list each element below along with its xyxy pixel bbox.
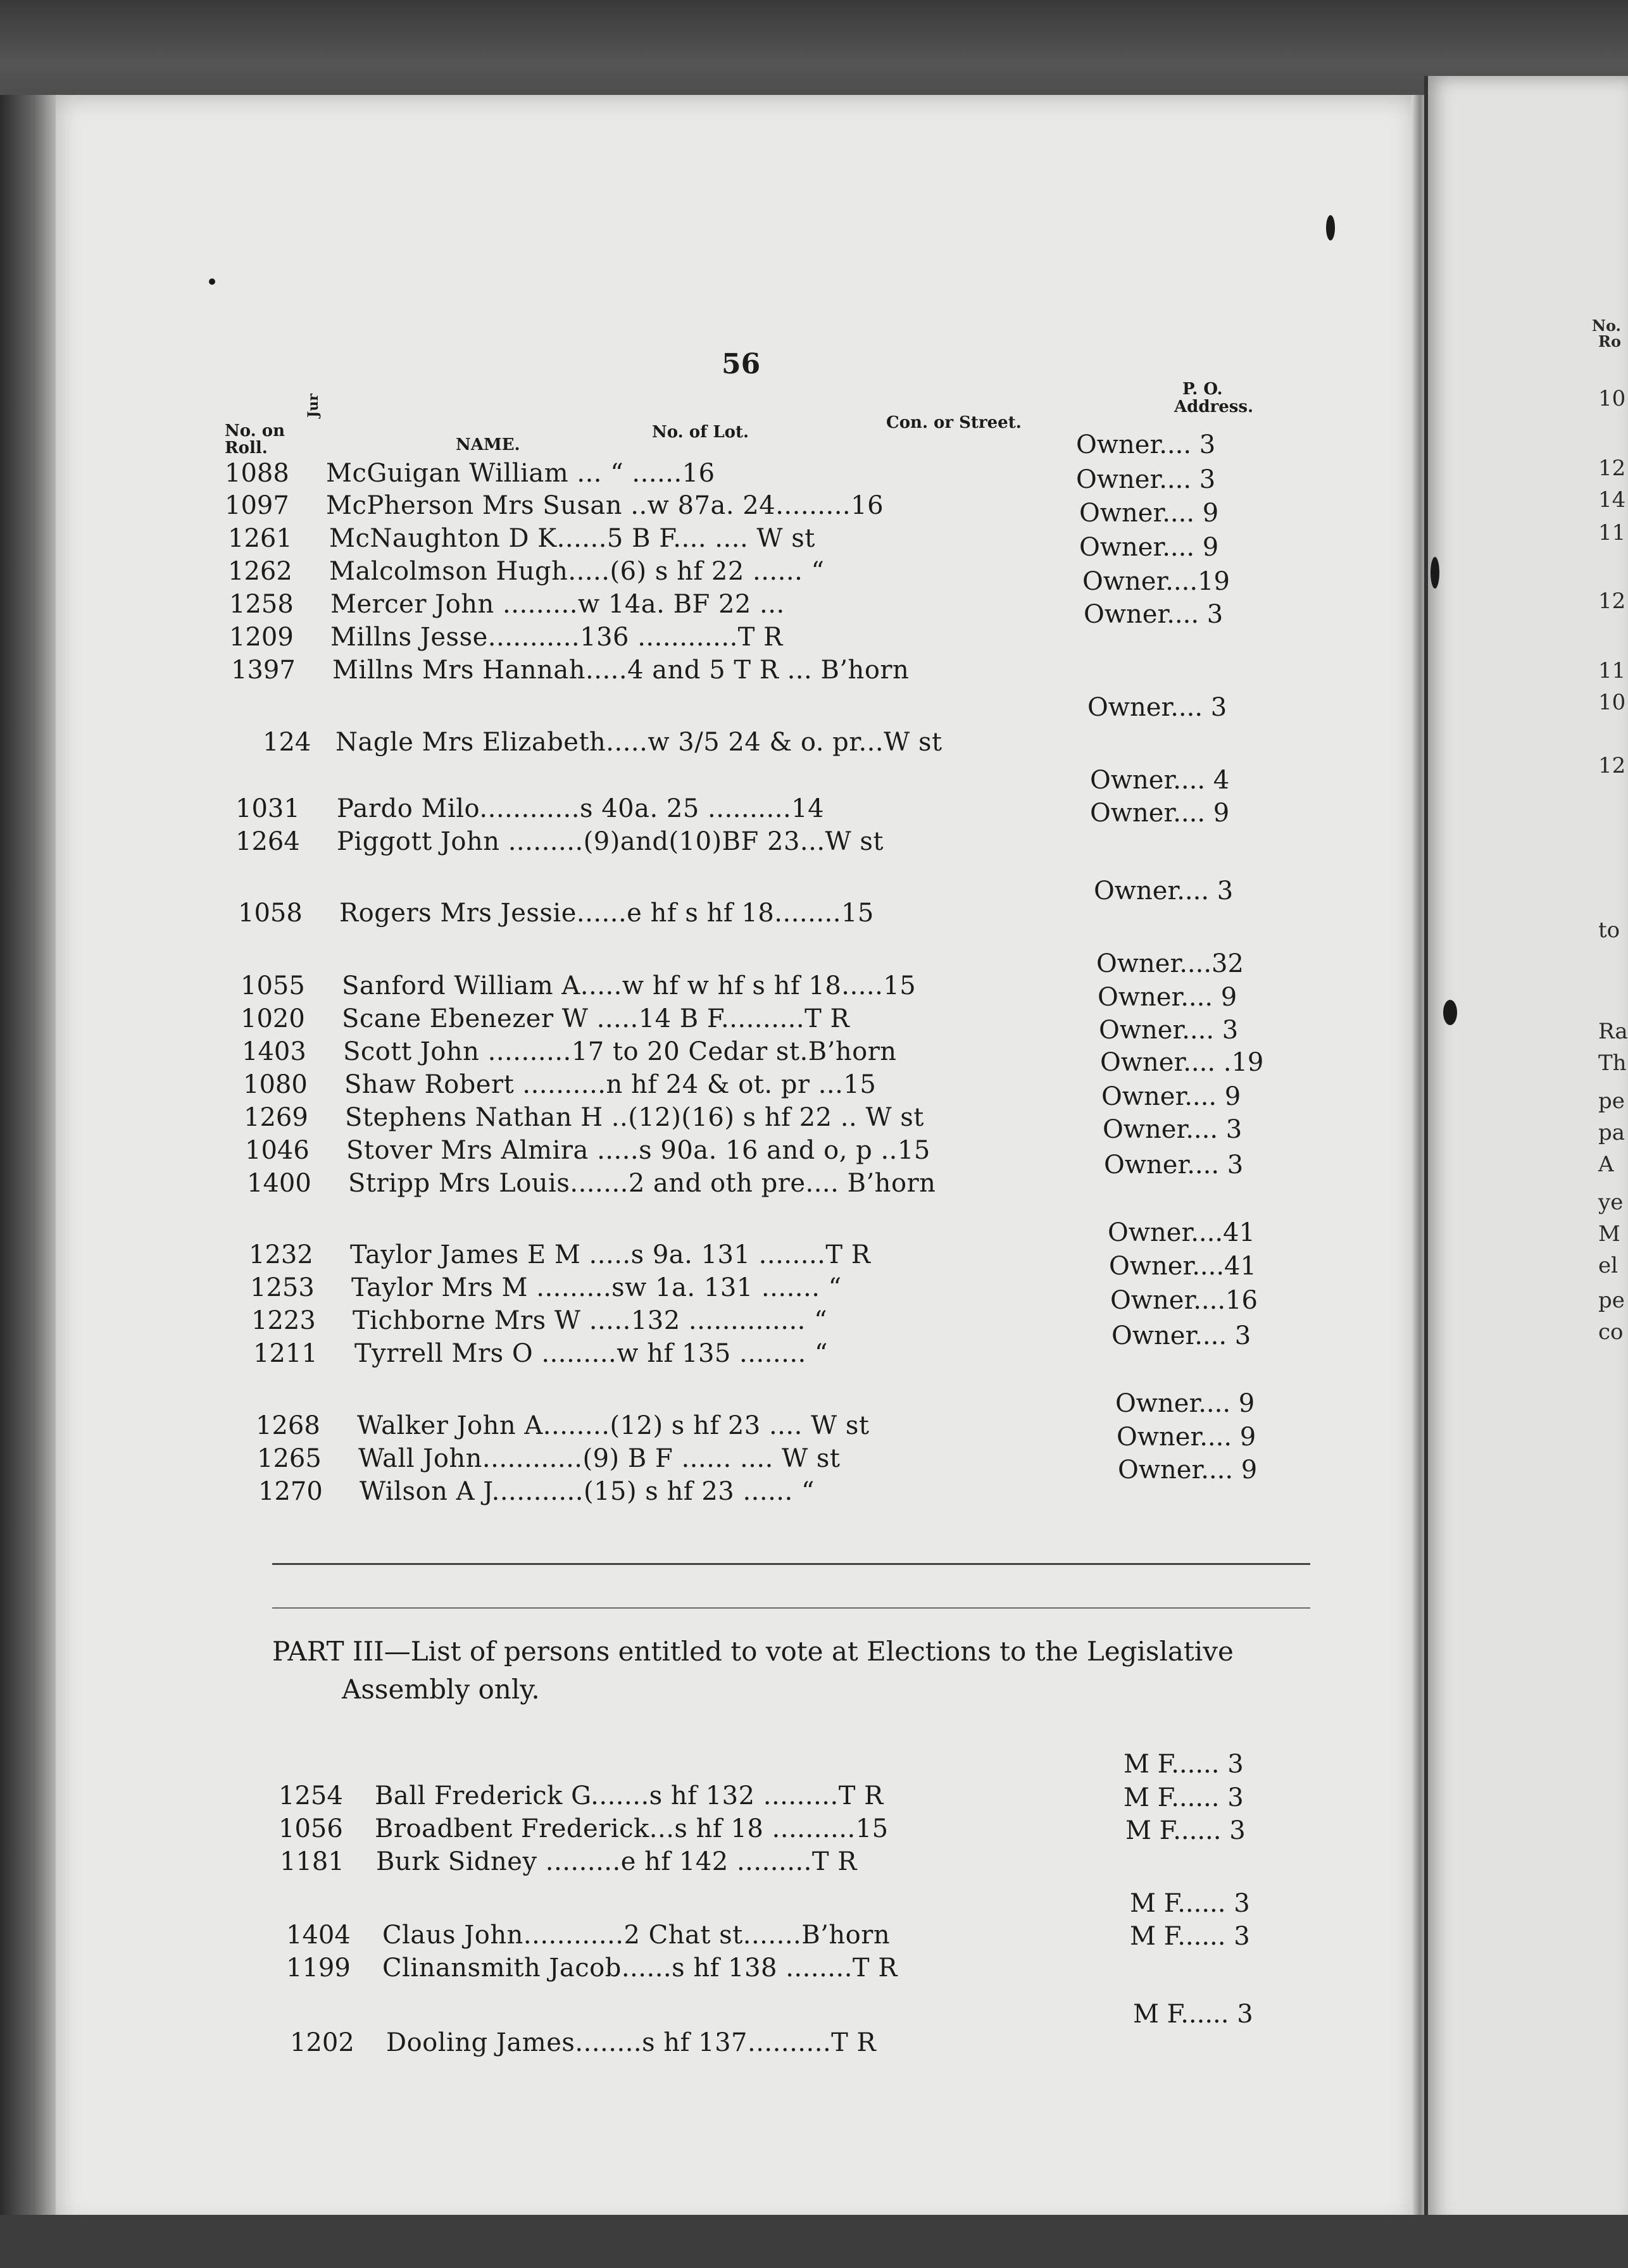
entry-description: Malcolmson Hugh.....(6) s hf 22 ...... “: [329, 557, 825, 586]
po-address: Owner.... 3: [1076, 465, 1216, 494]
po-address: Owner.... 9: [1101, 1082, 1241, 1111]
entry-description: Ball Frederick G.......s hf 132 .........T R: [375, 1781, 884, 1810]
part3-entry: [286, 1953, 1172, 1984]
facing-page-fragment: pe: [1598, 1088, 1625, 1114]
entry-description: Claus John............2 Chat st.......B’horn: [382, 1921, 891, 1950]
facing-page-fragment: Th: [1598, 1050, 1627, 1076]
facing-page-fragment: 10: [1598, 690, 1626, 715]
roll-number: 1088: [225, 459, 289, 488]
entry-description: Piggott John .........(9)and(10)BF 23...W st: [337, 827, 884, 856]
facing-page-fragment: 14: [1598, 487, 1626, 513]
entry-description: Pardo Milo............s 40a. 25 ..........14: [337, 794, 825, 823]
facing-header: No.: [1592, 316, 1621, 335]
facing-page-fragment: pa: [1598, 1120, 1625, 1145]
part3-entry: [279, 1781, 1165, 1812]
po-address: Owner.... 4: [1090, 766, 1230, 795]
header-con: Con. or Street.: [886, 413, 1022, 432]
entry-description: Rogers Mrs Jessie......e hf s hf 18........15: [339, 899, 874, 928]
header-po: P. O.: [1182, 380, 1223, 399]
entry-description: Mercer John .........w 14a. BF 22 ...: [330, 590, 785, 619]
po-address: Owner.... 3: [1076, 430, 1216, 459]
entry-description: Millns Mrs Hannah.....4 and 5 T R ... B’horn: [332, 656, 910, 685]
roll-number: 1270: [258, 1477, 323, 1506]
facing-page-fragment: 12: [1598, 456, 1626, 481]
facing-page-fragment: co: [1598, 1319, 1624, 1345]
roll-number: 1403: [242, 1037, 306, 1066]
entry-description: Tyrrell Mrs O .........w hf 135 ........ “: [354, 1339, 828, 1368]
entry-description: Millns Jesse...........136 ............T R: [330, 623, 783, 652]
po-address: Owner....32: [1096, 949, 1244, 978]
header-name: NAME.: [456, 435, 520, 454]
scan-speck: [209, 278, 215, 285]
entry-description: Burk Sidney .........e hf 142 .........T R: [376, 1847, 857, 1876]
roll-number: 1269: [244, 1103, 308, 1132]
header-address: Address.: [1174, 397, 1254, 416]
entry-description: Taylor Mrs M .........sw 1a. 131 ....... “: [351, 1273, 842, 1302]
facing-page-fragment: A: [1598, 1152, 1614, 1177]
po-address: M F...... 3: [1125, 1816, 1246, 1845]
entry-description: Tichborne Mrs W .....132 .............. “: [353, 1306, 828, 1335]
roll-number: 1211: [253, 1339, 318, 1368]
roll-number: 1253: [250, 1273, 315, 1302]
po-address: Owner.... 3: [1099, 1016, 1239, 1045]
facing-page-fragment: pe: [1598, 1288, 1625, 1313]
po-address: Owner.... 9: [1118, 1455, 1258, 1485]
scan-speck: [1431, 557, 1439, 589]
facing-page-fragment: Ra: [1598, 1019, 1628, 1044]
header-roll-no: No. on: [225, 421, 285, 440]
po-address: Owner.... 9: [1079, 499, 1219, 528]
po-address: M F...... 3: [1133, 2000, 1253, 2029]
po-address: M F...... 3: [1124, 1783, 1244, 1812]
po-address: M F...... 3: [1124, 1750, 1244, 1779]
po-address: M F...... 3: [1130, 1889, 1250, 1918]
page-number: 56: [722, 348, 761, 380]
facing-page-fragment: to: [1598, 918, 1620, 943]
roll-number: 1097: [225, 491, 289, 520]
part3-heading-line2: Assembly only.: [342, 1674, 540, 1705]
roll-number: 1262: [228, 557, 292, 586]
roll-number: 1258: [229, 590, 294, 619]
part3-entry: [279, 1814, 1165, 1845]
roll-number: 1397: [231, 656, 296, 685]
entry-description: Shaw Robert ..........n hf 24 & ot. pr ...15: [344, 1070, 877, 1099]
facing-header: Ro: [1598, 332, 1621, 351]
part3-entry: [280, 1847, 1166, 1878]
po-address: Owner.... 3: [1084, 600, 1224, 629]
entry-description: McGuigan William ... “ ......16: [326, 459, 715, 488]
roll-number: 1261: [228, 524, 292, 553]
po-address: Owner.... 3: [1104, 1150, 1244, 1180]
facing-page-fragment: 11: [1598, 658, 1626, 683]
po-address: Owner.... 3: [1094, 876, 1234, 906]
entry-description: Clinansmith Jacob......s hf 138 ........T R: [382, 1953, 898, 1983]
po-address: Owner....19: [1082, 567, 1230, 596]
entry-description: Scott John ..........17 to 20 Cedar st.B’horn: [343, 1037, 897, 1066]
facing-page-fragment: M: [1598, 1221, 1620, 1247]
header-roll: Roll.: [225, 439, 268, 458]
roll-number: 1181: [280, 1847, 344, 1876]
roll-number: 1268: [256, 1411, 320, 1440]
header-jur: Jur: [305, 394, 322, 418]
po-address: Owner.... 3: [1103, 1115, 1243, 1144]
part3-heading-line1: PART III—List of persons entitled to vote at Elections to the Legislative: [272, 1636, 1234, 1667]
roll-number: 1232: [249, 1240, 313, 1269]
po-address: Owner....41: [1108, 1218, 1255, 1247]
facing-page-fragment: el: [1598, 1253, 1618, 1278]
po-address: Owner.... 9: [1115, 1389, 1255, 1418]
po-address: M F...... 3: [1130, 1922, 1250, 1951]
roll-number: 1223: [251, 1306, 316, 1335]
entry-description: Stephens Nathan H ..(12)(16) s hf 22 .. W st: [345, 1103, 924, 1132]
entry-description: Broadbent Frederick...s hf 18 ..........15: [375, 1814, 889, 1843]
entry-description: Walker John A........(12) s hf 23 .... W st: [357, 1411, 870, 1440]
part3-entry: [286, 1921, 1172, 1951]
facing-page-fragment: 10: [1598, 386, 1626, 411]
roll-number: 1264: [235, 827, 300, 856]
roll-number: 1202: [290, 2028, 354, 2057]
po-address: Owner.... 9: [1098, 983, 1237, 1012]
roll-number: 1020: [241, 1004, 305, 1033]
entry-description: Dooling James........s hf 137..........T R: [386, 2028, 877, 2057]
roll-number: 1199: [286, 1953, 351, 1983]
entry-description: McPherson Mrs Susan ..w 87a. 24.........16: [326, 491, 884, 520]
facing-page-fragment: 11: [1598, 520, 1626, 545]
entry-description: Scane Ebenezer W .....14 B F..........T R: [342, 1004, 850, 1033]
facing-page-fragment: 12: [1598, 589, 1626, 614]
scan-speck: [1443, 1000, 1457, 1025]
entry-description: Wall John............(9) B F ...... .... W st: [358, 1444, 841, 1473]
part3-entry: [290, 2028, 1176, 2059]
entry-description: Nagle Mrs Elizabeth.....w 3/5 24 & o. pr...W st: [335, 728, 942, 757]
po-address: Owner....41: [1109, 1252, 1256, 1281]
roll-number: 124: [263, 728, 311, 757]
po-address: Owner.... 9: [1117, 1423, 1256, 1452]
facing-page-fragment: ye: [1598, 1190, 1624, 1215]
po-address: Owner....16: [1110, 1286, 1258, 1315]
po-address: Owner.... .19: [1100, 1048, 1264, 1077]
roll-number: 1080: [243, 1070, 308, 1099]
roll-number: 1046: [245, 1136, 310, 1165]
header-lot: No. of Lot.: [652, 423, 749, 442]
entry-description: Stover Mrs Almira .....s 90a. 16 and o, p ..15: [346, 1136, 930, 1165]
roll-number: 1058: [238, 899, 303, 928]
po-address: Owner.... 9: [1079, 533, 1219, 562]
facing-page-fragment: 12: [1598, 753, 1626, 778]
entry-description: Wilson A J...........(15) s hf 23 ...... “: [360, 1477, 815, 1506]
roll-number: 1209: [229, 623, 294, 652]
po-address: Owner.... 9: [1090, 799, 1230, 828]
entry-description: McNaughton D K......5 B F.... .... W st: [329, 524, 815, 553]
entry-description: Stripp Mrs Louis.......2 and oth pre.... B’horn: [348, 1169, 936, 1198]
scan-speck: [1326, 215, 1335, 240]
entry-description: Taylor James E M .....s 9a. 131 ........T R: [350, 1240, 871, 1269]
roll-number: 1254: [279, 1781, 343, 1810]
roll-number: 1055: [241, 971, 305, 1000]
po-address: Owner.... 3: [1111, 1321, 1251, 1350]
roll-number: 1404: [286, 1921, 351, 1950]
po-address: Owner.... 3: [1087, 693, 1227, 722]
roll-number: 1031: [235, 794, 300, 823]
roll-number: 1056: [279, 1814, 343, 1843]
entry-description: Sanford William A.....w hf w hf s hf 18.....15: [342, 971, 917, 1000]
roll-number: 1400: [247, 1169, 311, 1198]
roll-number: 1265: [257, 1444, 322, 1473]
